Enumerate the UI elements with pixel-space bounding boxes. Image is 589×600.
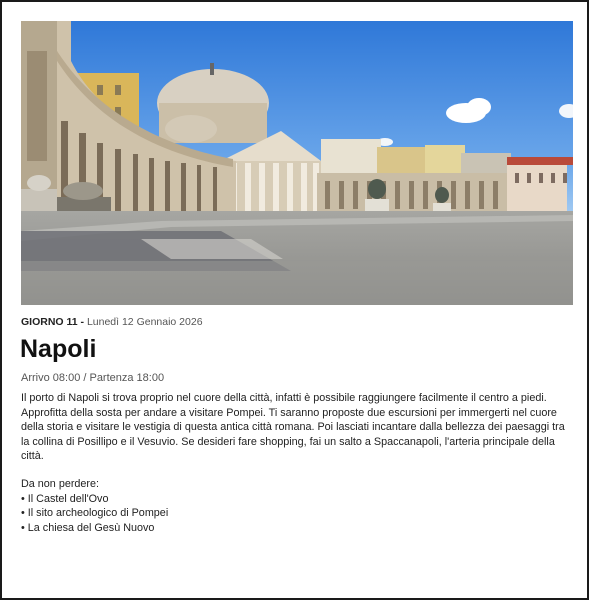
must-see-title: Da non perdere: bbox=[21, 478, 100, 490]
city-photo bbox=[21, 21, 573, 305]
day-label: GIORNO 11 - bbox=[21, 316, 85, 328]
day-date-line bbox=[21, 316, 203, 328]
port-description: Il porto di Napoli si trova proprio nel cuore della città, infatti è possibile raggiungere facilmente il centro a piedi. Approfitta della sosta per andare a visitare Pompei. Ti saranno proposte due escursioni per immergerti nel cuore della storia e visitare le vestigia di questa antica città romana. Poi lasciati incantare dalla bellezza dei paesaggi tra la collina di Posillipo e il Vesuvio. Se desideri fare shopping, fai un salto a Spaccanapoli, l'arteria principale della città. bbox=[21, 392, 565, 463]
date-label: Lunedì 12 Gennaio 2026 bbox=[86, 316, 203, 328]
must-see-section bbox=[21, 477, 168, 535]
arrival-departure-times: Arrivo 08:00 / Partenza 18:00 bbox=[21, 372, 165, 384]
list-item: • Il Castel dell'Ovo bbox=[21, 492, 168, 507]
list-item: • La chiesa del Gesù Nuovo bbox=[21, 521, 168, 536]
list-item: • Il sito archeologico di Pompei bbox=[21, 506, 168, 521]
must-see-list bbox=[21, 492, 168, 536]
page-title: Napoli bbox=[20, 335, 97, 363]
